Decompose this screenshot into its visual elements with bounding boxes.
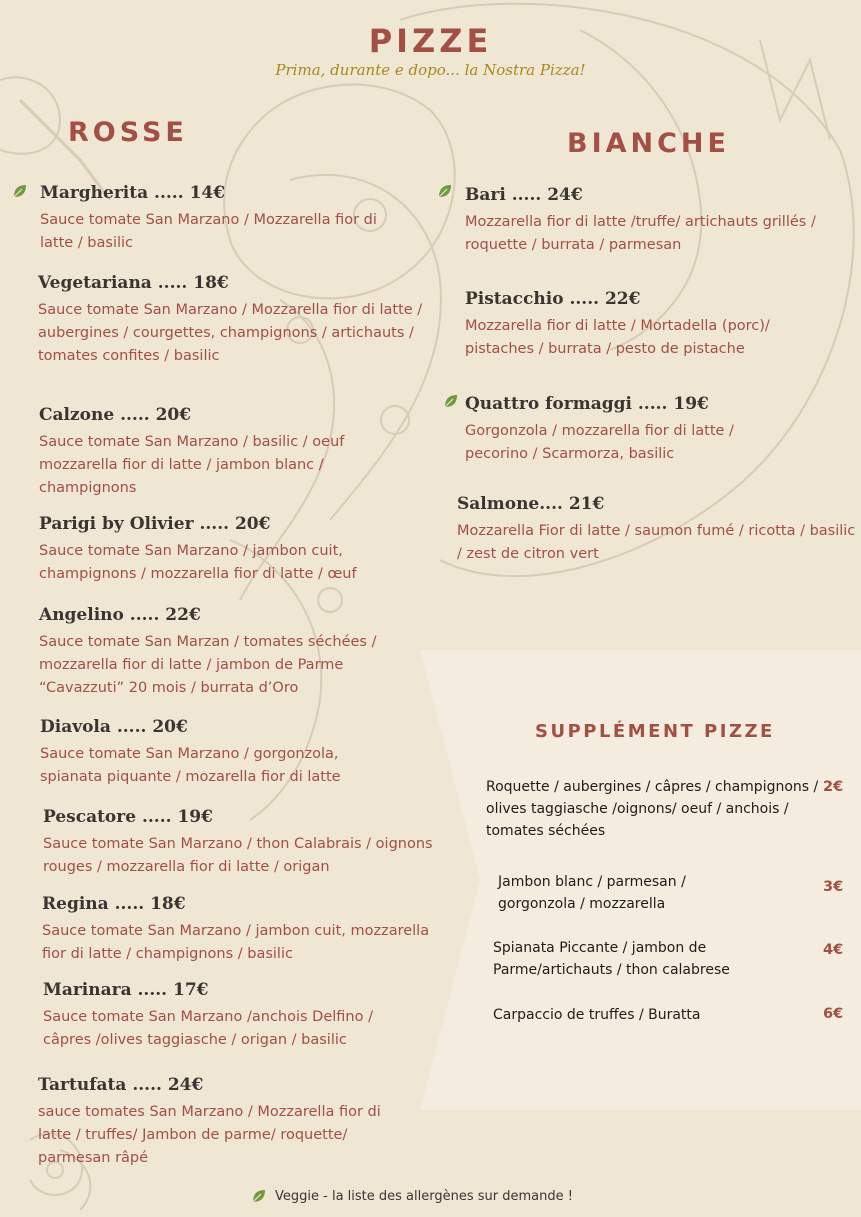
supplement-item: Spianata Piccante / jambon de Parme/artichauts / thon calabrese bbox=[493, 940, 730, 978]
supplement-item: Carpaccio de truffes / Buratta bbox=[493, 1007, 701, 1023]
menu-item-marinara bbox=[43, 978, 423, 1052]
menu-item-pescatore bbox=[43, 805, 443, 879]
supplement-price: 3€ bbox=[823, 879, 844, 895]
menu-item-bari bbox=[465, 183, 861, 257]
menu-item-vegetariana bbox=[38, 271, 423, 368]
item-description: Sauce tomate San Marzano / jambon cuit, champignons / mozzarella fior di latte / œuf bbox=[39, 543, 357, 582]
footer-note bbox=[251, 1187, 651, 1207]
item-description: Mozzarella Fior di latte / saumon fumé / ricotta / basilic / zest de citron vert bbox=[457, 523, 856, 562]
footer-text: Veggie - la liste des allergènes sur demande ! bbox=[275, 1189, 573, 1204]
item-description: sauce tomates San Marzano / Mozzarella fior di latte / truffes/ Jambon de parme/ roquette/ parmesan râpé bbox=[38, 1104, 381, 1166]
supplement-item: Jambon blanc / parmesan / gorgonzola / mozzarella bbox=[498, 874, 686, 912]
menu-item-regina bbox=[42, 892, 437, 966]
menu-item-pistacchio bbox=[465, 287, 825, 361]
item-name: Regina ..... 18€ bbox=[42, 894, 186, 914]
item-name: Marinara ..... 17€ bbox=[43, 980, 209, 1000]
supplement-price: 4€ bbox=[823, 942, 844, 958]
supplement-item: Roquette / aubergines / câpres / champignons / olives taggiasche /oignons/ oeuf / anchois / tomates séchées bbox=[486, 779, 819, 839]
menu-item-margherita bbox=[40, 181, 390, 255]
item-name: Pescatore ..... 19€ bbox=[43, 807, 213, 827]
item-description: Sauce tomate San Marzano / jambon cuit, mozzarella fior di latte / champignons / basilic bbox=[42, 923, 430, 962]
item-description: Sauce tomate San Marzano / basilic / oeuf mozzarella fior di latte / jambon blanc / champignons bbox=[39, 434, 345, 496]
item-name: Vegetariana ..... 18€ bbox=[38, 273, 229, 293]
item-description: Mozzarella fior di latte / Mortadella (porc)/ pistaches / burrata / pesto de pistache bbox=[465, 318, 770, 357]
menu-item-salmone bbox=[457, 492, 857, 566]
page-subtitle: Prima, durante e dopo... la Nostra Pizza! bbox=[275, 61, 586, 79]
section-title-bianche: BIANCHE bbox=[567, 128, 730, 159]
item-description: Gorgonzola / mozzarella fior di latte / pecorino / Scarmorza, basilic bbox=[465, 423, 734, 462]
leaf-icon bbox=[437, 183, 453, 199]
item-name: Pistacchio ..... 22€ bbox=[465, 289, 641, 309]
supplement-title: SUPPLÉMENT PIZZE bbox=[535, 721, 775, 742]
item-description: Sauce tomate San Marzano /anchois Delfino / câpres /olives taggiasche / origan / basilic bbox=[43, 1009, 373, 1048]
item-description: Sauce tomate San Marzan / tomates séchées / mozzarella fior di latte / jambon de Parme “Cavazzuti” 20 mois / burrata d’Oro bbox=[39, 634, 377, 696]
menu-item-diavola bbox=[40, 715, 400, 789]
supplement-price: 6€ bbox=[823, 1006, 844, 1022]
item-name: Calzone ..... 20€ bbox=[39, 405, 192, 425]
menu-item-parigi bbox=[39, 512, 414, 586]
page-title: PIZZE bbox=[368, 22, 493, 60]
item-name: Angelino ..... 22€ bbox=[39, 605, 201, 625]
item-description: Sauce tomate San Marzano / thon Calabrais / oignons rouges / mozzarella fior di latte / origan bbox=[43, 836, 433, 875]
menu-item-calzone bbox=[39, 403, 409, 500]
menu-item-tartufata bbox=[38, 1073, 418, 1170]
item-name: Margherita ..... 14€ bbox=[40, 183, 226, 203]
menu-item-quattro-formaggi bbox=[465, 392, 785, 466]
menu-item-angelino bbox=[39, 603, 429, 700]
item-name: Quattro formaggi ..... 19€ bbox=[465, 394, 709, 414]
section-title-rosse: ROSSE bbox=[68, 117, 188, 148]
leaf-icon bbox=[251, 1188, 267, 1204]
item-name: Tartufata ..... 24€ bbox=[38, 1075, 204, 1095]
item-name: Bari ..... 24€ bbox=[465, 185, 583, 205]
item-description: Mozzarella fior di latte /truffe/ artichauts grillés / roquette / burrata / parmesan bbox=[465, 214, 816, 253]
leaf-icon bbox=[12, 183, 28, 199]
item-description: Sauce tomate San Marzano / gorgonzola, spianata piquante / mozarella fior di latte bbox=[40, 746, 341, 785]
item-description: Sauce tomate San Marzano / Mozzarella fior di latte / aubergines / courgettes, champignons / artichauts / tomates confites / basilic bbox=[38, 302, 423, 364]
item-name: Diavola ..... 20€ bbox=[40, 717, 188, 737]
item-name: Salmone.... 21€ bbox=[457, 494, 605, 514]
leaf-icon bbox=[443, 393, 459, 409]
item-description: Sauce tomate San Marzano / Mozzarella fior di latte / basilic bbox=[40, 212, 377, 251]
item-name: Parigi by Olivier ..... 20€ bbox=[39, 514, 271, 534]
supplement-price: 2€ bbox=[823, 779, 844, 795]
